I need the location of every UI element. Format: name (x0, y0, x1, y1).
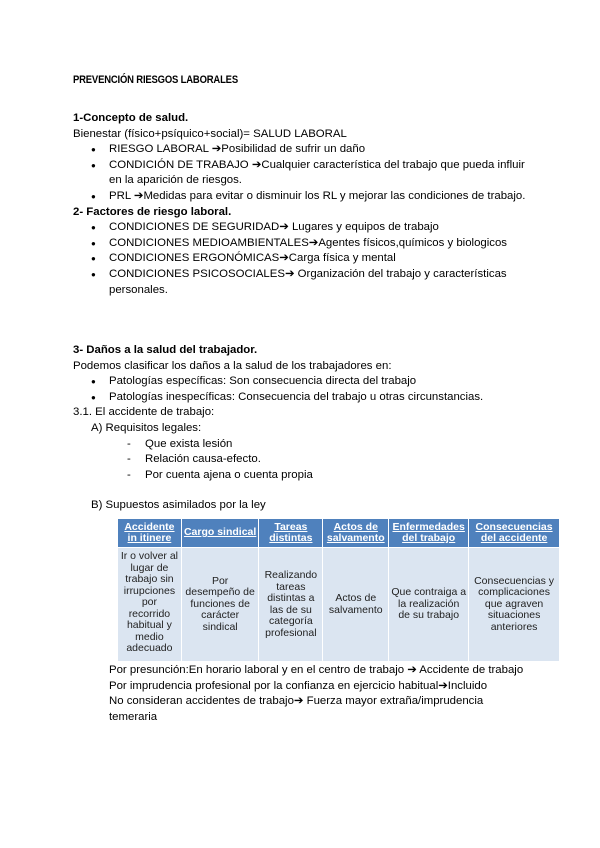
section-2-heading: 2- Factores de riesgo laboral. (73, 205, 232, 218)
note-presumption: Por presunción:En horario laboral y en el centro de trabajo ➔ Accidente de trabajo (109, 664, 524, 676)
after-table-notes (109, 663, 529, 725)
table-header: Cargo sindical (181, 519, 259, 548)
table-cell: Ir o volver al lugar de trabajo sin irrupciones por recorrido habitual y medio adecuado (118, 548, 182, 662)
note-exclusions: No consideran accidentes de trabajo➔ Fuerza mayor extraña/imprudencia temeraria (109, 695, 484, 723)
section-3-intro: Podemos clasificar los daños a la salud de los trabajadores en: (73, 359, 392, 372)
document-title: PREVENCIÓN RIESGOS LABORALES (73, 74, 238, 86)
subsection-heading: 3.1. El accidente de trabajo: (73, 406, 215, 419)
list-item: ● CONDICIONES DE SEGURIDAD➔ Lugares y equipos de trabajo (73, 220, 533, 236)
table-header: Enfermedades del trabajo (389, 519, 469, 548)
list-item: ● PRL ➔Medidas para evitar o disminuir los RL y mejorar las condiciones de trabajo. (73, 189, 533, 205)
list-item: - Relación causa-efecto. (73, 452, 533, 468)
assimilated-cases-table (117, 518, 560, 662)
section-3 (73, 343, 533, 483)
requirements-list (73, 437, 533, 484)
section-3-heading: 3- Daños a la salud del trabajador. (73, 344, 258, 356)
section-1-heading: 1-Concepto de salud. (73, 112, 189, 124)
section-1 (73, 111, 533, 298)
section-1-list (73, 142, 533, 204)
table-row (118, 548, 560, 662)
list-item: ● RIESGO LABORAL ➔Posibilidad de sufrir un daño (73, 142, 533, 158)
section-3-list (73, 374, 533, 405)
list-item: ● CONDICIONES ERGONÓMICAS➔Carga física y mental (73, 251, 533, 267)
list-item: ● Patologías inespecíficas: Consecuencia del trabajo u otras circunstancias. (73, 390, 533, 406)
requirements-label: A) Requisitos legales: (91, 421, 202, 434)
table-cell: Actos de salvamento (323, 548, 389, 662)
table-header: Consecuencias del accidente (469, 519, 560, 548)
assimilated-label-wrap (73, 498, 533, 514)
list-item: ● CONDICIONES MEDIOAMBIENTALES➔Agentes físicos,químicos y biologicos (73, 236, 533, 252)
list-item: - Por cuenta ajena o cuenta propia (73, 468, 533, 484)
list-item: ● CONDICIONES PSICOSOCIALES➔ Organización del trabajo y características personales. (73, 267, 533, 298)
list-item: ● Patologías específicas: Son consecuencia directa del trabajo (73, 374, 533, 390)
table-header: Actos de salvamento (323, 519, 389, 548)
table-cell: Por desempeño de funciones de carácter sindical (181, 548, 259, 662)
table-cell: Realizando tareas distintas a las de su categoría profesional (259, 548, 323, 662)
table-cell: Que contraiga a la realización de su trabajo (389, 548, 469, 662)
list-item: ● CONDICIÓN DE TRABAJO ➔Cualquier característica del trabajo que pueda influir en la aparición de riesgos. (73, 158, 533, 189)
list-item: - Que exista lesión (73, 437, 533, 453)
note-imprudence: Por imprudencia profesional por la confianza en ejercicio habitual➔Incluido (109, 679, 488, 692)
section-2-list (73, 220, 533, 298)
assimilated-label: B) Supuestos asimilados por la ley (91, 499, 266, 511)
table-header: Accidente in itinere (118, 519, 182, 548)
table-cell: Consecuencias y complicaciones que agraven situaciones anteriores (469, 548, 560, 662)
table-header: Tareas distintas (259, 519, 323, 548)
section-1-intro: Bienestar (físico+psíquico+social)= SALUD LABORAL (73, 127, 347, 140)
table-header-row (118, 519, 560, 548)
